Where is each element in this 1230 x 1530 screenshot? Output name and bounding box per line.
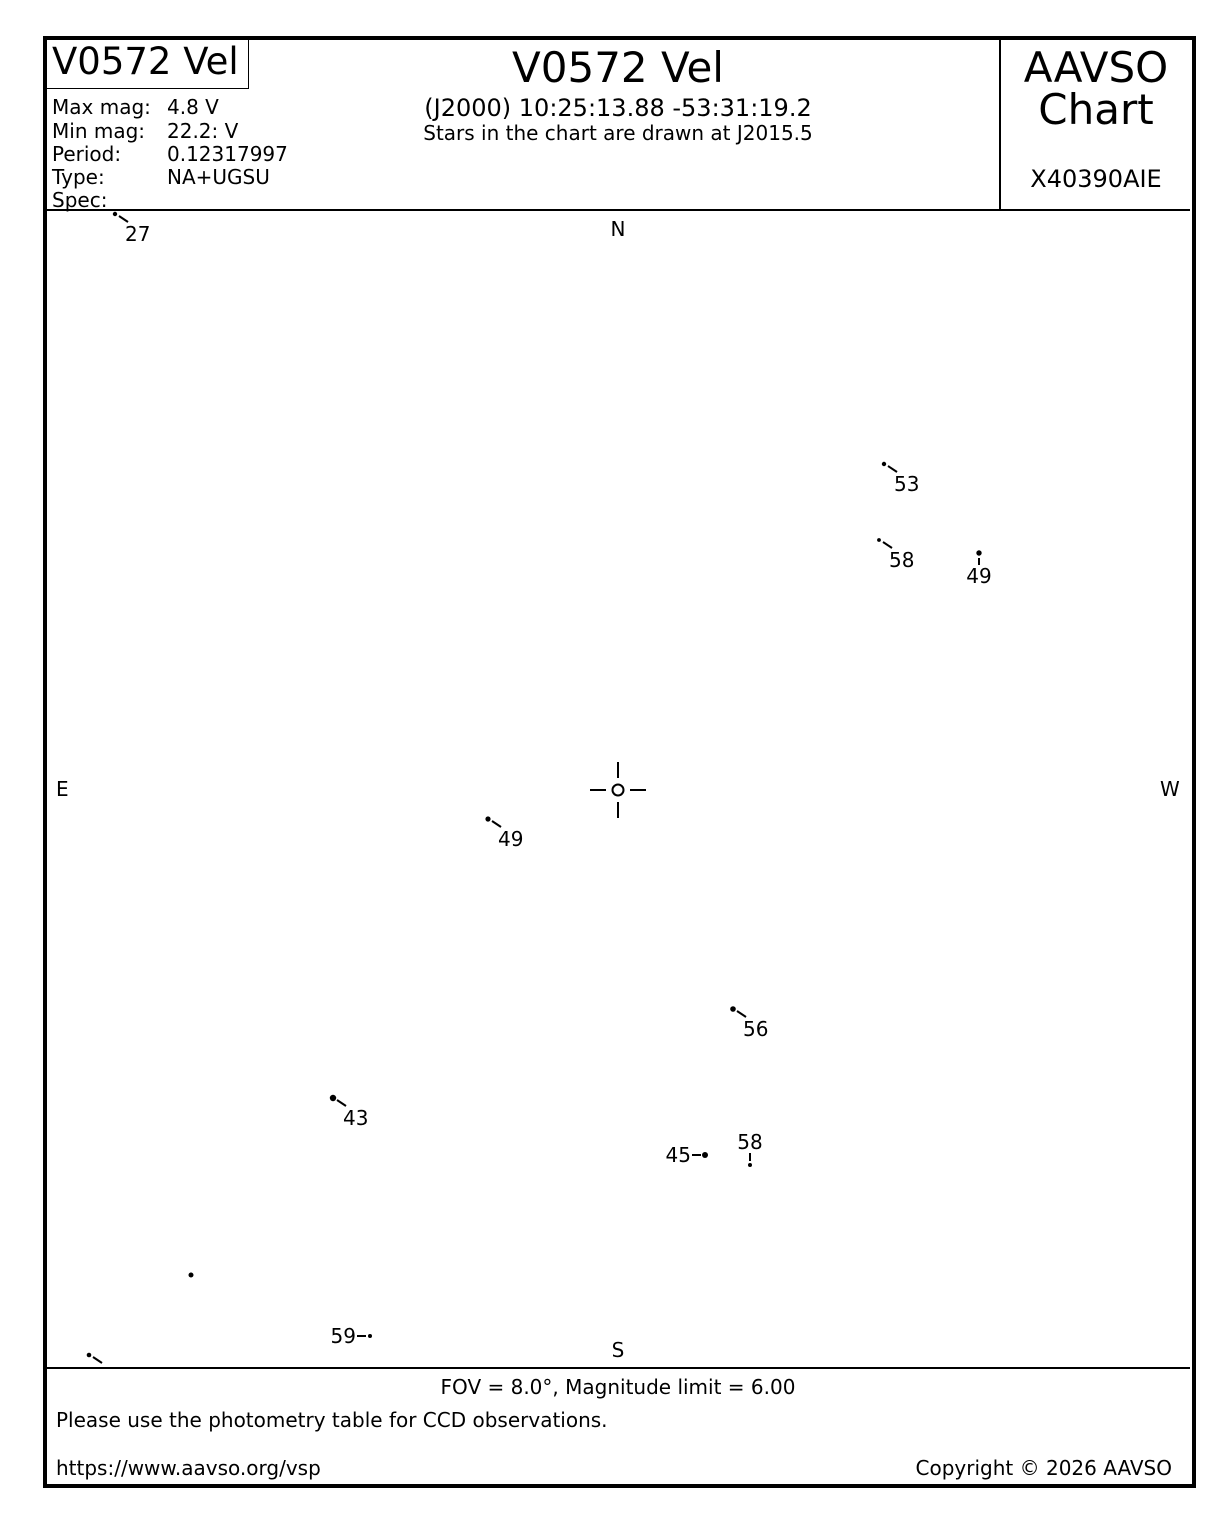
epoch-note: Stars in the chart are drawn at J2015.5: [423, 121, 813, 145]
star-dot: [189, 1273, 194, 1278]
label-leader: [93, 1357, 102, 1363]
min-mag-value: 22.2: V: [167, 119, 239, 143]
star-6: [730, 1006, 768, 1041]
compass-south: S: [611, 1338, 625, 1362]
star-name-small: V0572 Vel: [52, 40, 239, 83]
period-label: Period:: [52, 142, 122, 166]
copyright: Copyright © 2026 AAVSO: [915, 1456, 1172, 1480]
star-label: 27: [125, 222, 151, 246]
chart-id: X40390AIE: [1030, 165, 1162, 193]
star-dot: [748, 1163, 752, 1167]
star-label: 43: [343, 1106, 369, 1130]
star-10: [189, 1273, 194, 1278]
brand-chart: Chart: [1038, 85, 1154, 134]
max-mag-value: 4.8 V: [167, 95, 219, 119]
compass-east: E: [56, 777, 69, 801]
compass-west: W: [1160, 777, 1180, 801]
star-12: [87, 1353, 102, 1363]
star-label: 56: [743, 1017, 769, 1041]
type-value: NA+UGSU: [167, 165, 270, 189]
min-mag-label: Min mag:: [52, 119, 146, 143]
star-label: 53: [894, 472, 920, 496]
star-dot: [113, 212, 117, 216]
star-9: [737, 1130, 762, 1167]
chart-title: V0572 Vel: [512, 43, 724, 92]
star-label: 58: [737, 1130, 763, 1154]
star-1: [113, 212, 151, 246]
star-2: [882, 462, 920, 496]
star-label: 58: [889, 548, 915, 572]
star-dot: [330, 1095, 336, 1101]
star-5: [485, 816, 523, 851]
compass-north: N: [610, 217, 626, 241]
star-label: 59: [330, 1324, 356, 1348]
max-mag-label: Max mag:: [52, 95, 151, 119]
star-dot: [877, 538, 881, 542]
type-label: Type:: [52, 165, 105, 189]
star-dot: [976, 550, 981, 555]
star-label: 45: [665, 1143, 691, 1167]
star-dot: [368, 1334, 372, 1338]
star-dot: [87, 1353, 92, 1358]
star-label: 49: [966, 564, 992, 588]
star-8: [666, 1143, 708, 1167]
star-11: [331, 1324, 372, 1348]
star-label: 49: [498, 827, 524, 851]
spec-label: Spec:: [52, 188, 108, 212]
photometry-note: Please use the photometry table for CCD observations.: [56, 1408, 608, 1432]
star-dot: [882, 462, 886, 466]
coordinates: (J2000) 10:25:13.88 -53:31:19.2: [424, 94, 812, 122]
star-7: [330, 1095, 369, 1130]
star-dot: [702, 1152, 708, 1158]
star-4: [966, 550, 991, 588]
fov-text: FOV = 8.0°, Magnitude limit = 6.00: [440, 1375, 796, 1399]
target-marker: [590, 762, 646, 818]
vsp-link[interactable]: https://www.aavso.org/vsp: [56, 1456, 321, 1480]
brand-aavso: AAVSO: [1023, 43, 1169, 92]
star-3: [877, 538, 914, 572]
period-value: 0.12317997: [167, 142, 288, 166]
star-dot: [730, 1006, 736, 1012]
star-dot: [485, 816, 490, 821]
